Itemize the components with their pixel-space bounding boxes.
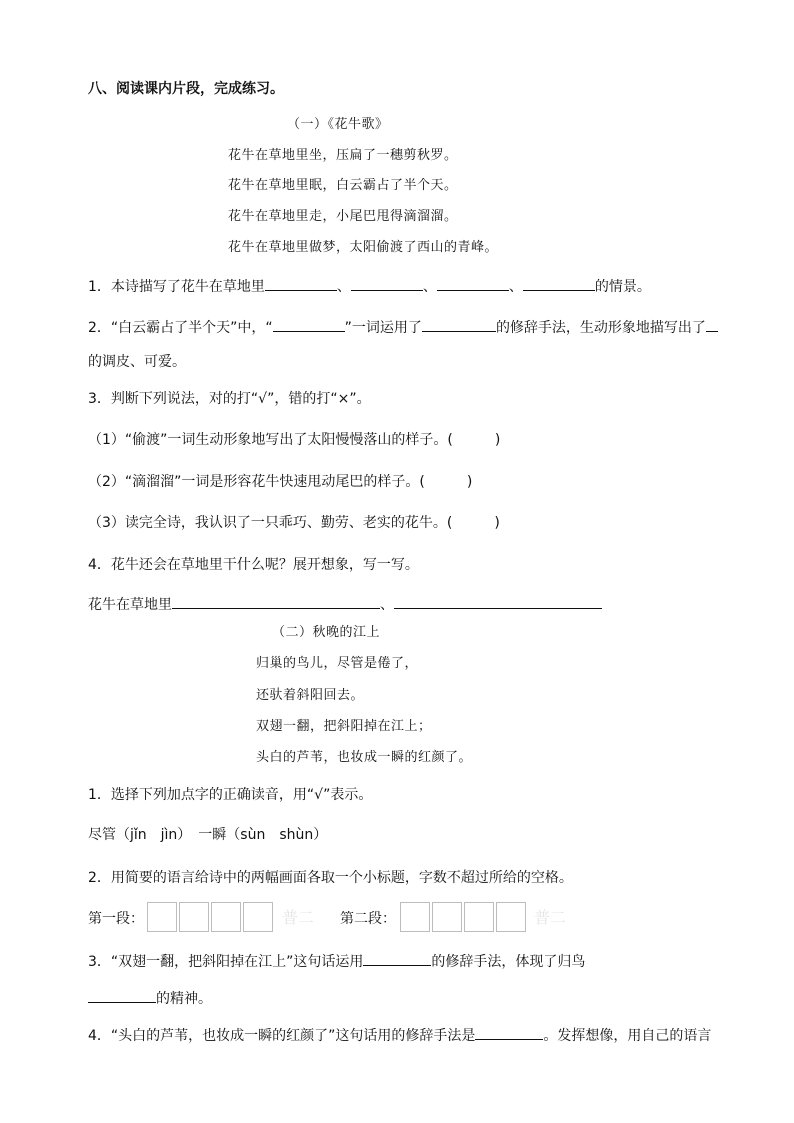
question-4-stem: 4．花牛还会在草地里干什么呢？展开想象，写一写。 bbox=[88, 557, 419, 573]
answer-blank[interactable] bbox=[706, 317, 718, 332]
segment-1-boxes bbox=[147, 902, 273, 932]
question-1-prefix: 1．本诗描写了花牛在草地里 bbox=[88, 279, 265, 295]
answer-blank[interactable] bbox=[394, 594, 602, 609]
part-2-question-3-line2 bbox=[88, 988, 212, 1008]
character-box[interactable] bbox=[496, 902, 526, 932]
answer-blank[interactable] bbox=[172, 594, 380, 609]
poem-2-line: 还驮着斜阳回去。 bbox=[256, 688, 365, 703]
character-box[interactable] bbox=[243, 902, 273, 932]
answer-blank[interactable] bbox=[88, 988, 156, 1003]
poem-1-line: 花牛在草地里走，小尾巴甩得滴溜溜。 bbox=[228, 209, 458, 224]
poem-2-line: 头白的芦苇，也妆成一瞬的红颜了。 bbox=[256, 750, 473, 765]
poem-1-title: （一）《花牛歌》 bbox=[287, 117, 389, 132]
question-4-prefix: 花牛在草地里 bbox=[88, 597, 172, 613]
character-box[interactable] bbox=[147, 902, 177, 932]
character-box[interactable] bbox=[400, 902, 430, 932]
answer-blank[interactable] bbox=[437, 276, 509, 291]
separator: 、 bbox=[508, 279, 523, 295]
question-1 bbox=[88, 276, 651, 296]
question-3-stem: 3．判断下列说法，对的打“√”，错的打“×”。 bbox=[88, 391, 371, 407]
question-2-line2: 的调皮、可爱。 bbox=[88, 354, 186, 370]
judgement-item[interactable]: （1）“偷渡”一词生动形象地写出了太阳慢慢落山的样子。( ) bbox=[88, 432, 501, 448]
pronunciation-options[interactable]: 尽管（jǐn jìn） 一瞬（sùn shùn） bbox=[88, 827, 328, 843]
poem-2-line: 双翅一翻，把斜阳掉在江上； bbox=[256, 719, 432, 734]
answer-blank[interactable] bbox=[523, 276, 595, 291]
judgement-item[interactable]: （3）读完全诗，我认识了一只乖巧、勤劳、老实的花牛。( ) bbox=[88, 515, 500, 531]
segment-2-boxes bbox=[400, 902, 526, 932]
part-2-question-4-part1: 4．“头白的芦苇，也妆成一瞬的红颜了”这句话用的修辞手法是 bbox=[88, 1028, 476, 1044]
question-2-part2: ”一词运用了 bbox=[344, 320, 422, 336]
character-box[interactable] bbox=[432, 902, 462, 932]
poem-2-title: （二）秋晚的江上 bbox=[272, 625, 381, 640]
character-box[interactable] bbox=[464, 902, 494, 932]
answer-blank[interactable] bbox=[422, 317, 496, 332]
answer-blank[interactable] bbox=[273, 317, 345, 332]
answer-blank[interactable] bbox=[265, 276, 337, 291]
segment-1-label: 第一段： bbox=[88, 911, 144, 927]
part-2-question-3-part1: 3．“双翅一翻，把斜阳掉在江上”这句话运用 bbox=[88, 954, 364, 970]
character-box[interactable] bbox=[179, 902, 209, 932]
question-2-part3: 的修辞手法，生动形象地描写出了 bbox=[495, 320, 706, 336]
watermark: 普二 bbox=[282, 908, 315, 927]
question-1-suffix: 的情景。 bbox=[594, 279, 651, 295]
part-2-question-2-stem: 2．用简要的语言给诗中的两幅画面各取一个小标题，字数不超过所给的空格。 bbox=[88, 870, 573, 886]
answer-blank[interactable] bbox=[363, 951, 431, 966]
heading-section-8: 八、阅读课内片段，完成练习。 bbox=[88, 81, 284, 97]
question-2 bbox=[88, 317, 718, 337]
judgement-item[interactable]: （2）“滴溜溜”一词是形容花牛快速甩动尾巴的样子。( ) bbox=[88, 474, 473, 490]
poem-1-line: 花牛在草地里做梦，太阳偷渡了西山的青峰。 bbox=[228, 240, 499, 255]
separator: 、 bbox=[422, 279, 437, 295]
separator: 、 bbox=[336, 279, 351, 295]
part-2-question-4 bbox=[88, 1025, 711, 1045]
watermark: 普二 bbox=[534, 908, 567, 927]
character-box[interactable] bbox=[211, 902, 241, 932]
poem-2-line: 归巢的鸟儿，尽管是倦了， bbox=[256, 656, 419, 671]
answer-blank[interactable] bbox=[351, 276, 423, 291]
part-2-question-4-part2: 。发挥想像，用自己的语言 bbox=[543, 1028, 712, 1044]
segment-2-label: 第二段： bbox=[340, 911, 396, 927]
question-4-answer-line bbox=[88, 594, 602, 614]
part-2-question-3 bbox=[88, 951, 585, 971]
question-2-part1: 2．“白云霸占了半个天”中，“ bbox=[88, 320, 273, 336]
part-2-question-1-stem: 1．选择下列加点字的正确读音，用“√”表示。 bbox=[88, 787, 373, 803]
poem-1-line: 花牛在草地里坐，压扁了一穗剪秋罗。 bbox=[228, 148, 458, 163]
poem-1-line: 花牛在草地里眠，白云霸占了半个天。 bbox=[228, 178, 458, 193]
separator: 、 bbox=[380, 597, 394, 613]
answer-blank[interactable] bbox=[475, 1025, 543, 1040]
part-2-question-3-line2-text: 的精神。 bbox=[156, 991, 212, 1007]
part-2-question-3-part2: 的修辞手法，体现了归鸟 bbox=[431, 954, 586, 970]
